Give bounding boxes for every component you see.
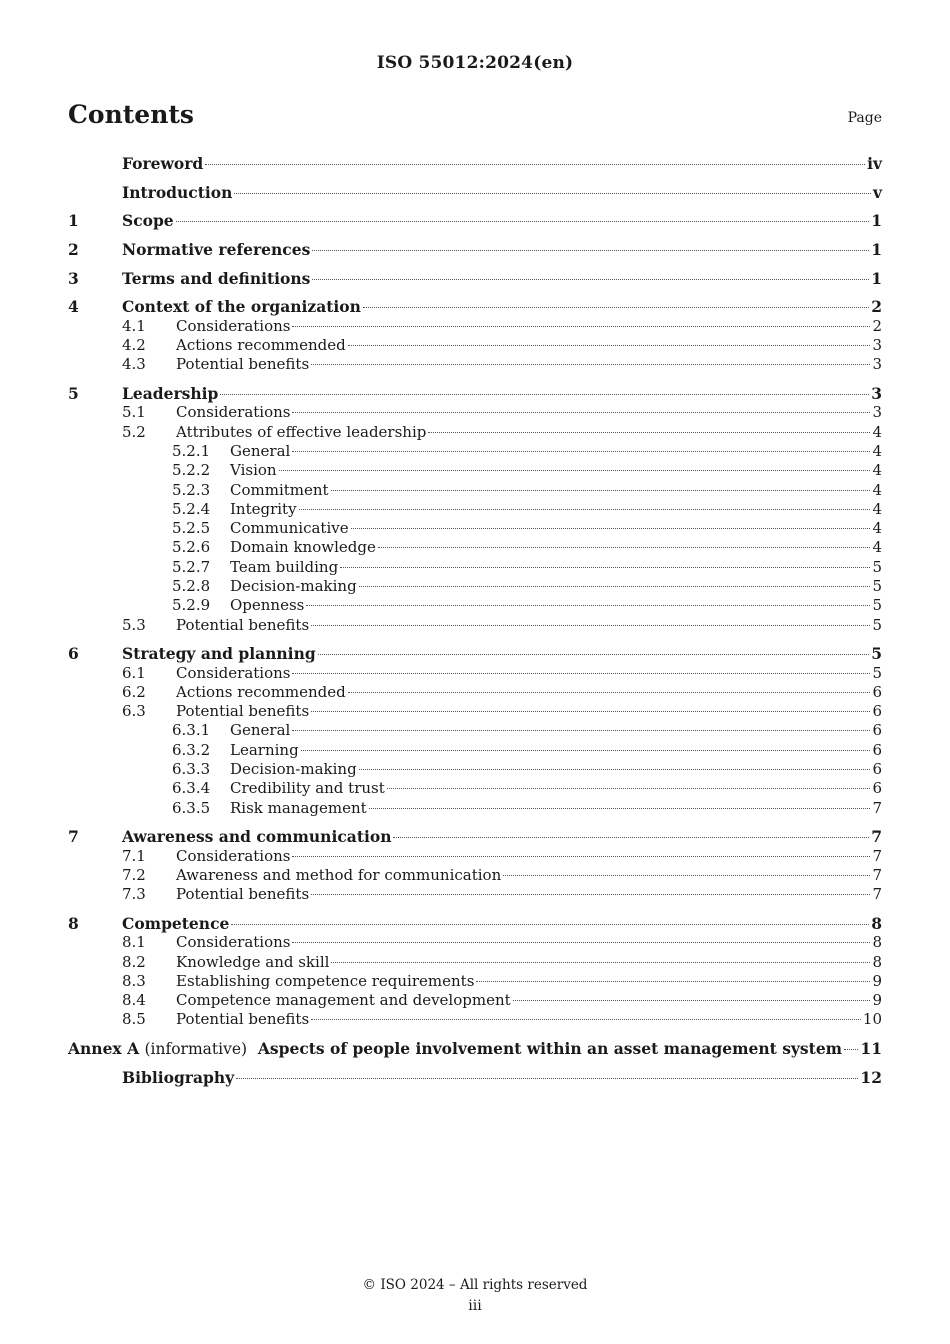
annex-label: Annex A (68, 1039, 140, 1059)
dot-leader (503, 875, 870, 876)
toc-entry-page: 8 (871, 913, 882, 933)
toc-entry-page: 4 (872, 499, 882, 518)
toc-entry-title: Decision-making (230, 760, 357, 779)
toc-entry-page: 3 (872, 336, 882, 355)
toc-entry-title: Potential benefits (176, 1010, 310, 1029)
dot-leader (301, 750, 871, 751)
dot-leader (292, 856, 870, 857)
toc-entry-title: Domain knowledge (230, 538, 376, 557)
toc-entry[interactable] (68, 827, 882, 846)
toc-entry-title: Considerations (176, 403, 291, 422)
dot-leader (348, 692, 871, 693)
toc-entry-title: Actions recommended (176, 336, 346, 355)
toc-entry-page: 7 (872, 865, 882, 884)
dot-leader (306, 605, 870, 606)
toc-entry[interactable] (68, 847, 882, 866)
toc-entry[interactable] (68, 914, 882, 933)
toc-entry-number: 5.2.2 (172, 461, 211, 480)
dot-leader (331, 490, 871, 491)
toc-entry-page: 4 (872, 538, 882, 557)
toc-entry-title: Risk management (230, 798, 367, 817)
toc-entry-title: Considerations (176, 663, 291, 682)
toc-entry-page: 12 (860, 1067, 882, 1087)
toc-entry-number: 5.2 (122, 422, 146, 441)
toc-entry-number: 8.3 (122, 971, 146, 990)
toc-entry[interactable] (68, 885, 882, 904)
toc-entry-title: Knowledge and skill (176, 952, 330, 971)
dot-leader (359, 586, 871, 587)
dot-leader (205, 164, 865, 165)
dot-leader (476, 981, 870, 982)
toc-entry-number: 5.2.7 (172, 557, 211, 576)
toc-entry-title: Introduction (122, 182, 233, 202)
toc-entry-number: 8.1 (122, 933, 146, 952)
toc-entry-page: v (872, 182, 882, 202)
toc-entry-page: 7 (872, 846, 882, 865)
toc-entry[interactable] (68, 760, 882, 779)
dot-leader (318, 654, 870, 655)
dot-leader (311, 364, 870, 365)
toc-entry-title: Establishing competence requirements (176, 971, 475, 990)
toc-entry-title: Bibliography (122, 1067, 235, 1087)
toc-entry-number: 6.3.3 (172, 760, 211, 779)
footer-copyright: © ISO 2024 – All rights reserved (362, 1277, 588, 1293)
toc-entry-number: 8 (68, 913, 79, 933)
toc-entry[interactable] (68, 596, 882, 615)
dot-leader (363, 307, 869, 308)
dot-leader (176, 221, 870, 222)
toc-entry-page: 6 (872, 760, 882, 779)
dot-leader (292, 326, 870, 327)
toc-entry[interactable] (68, 403, 882, 422)
toc-entry-number: 7.1 (122, 846, 146, 865)
toc-entry-title: Decision-making (230, 576, 357, 595)
toc-entry-page: 1 (871, 211, 882, 231)
dot-leader (292, 451, 870, 452)
toc-entry[interactable] (68, 384, 882, 403)
toc-entry-page: 3 (872, 355, 882, 374)
dot-leader (844, 1049, 858, 1050)
toc-entry-page: 9 (872, 991, 882, 1010)
toc-entry-page: 4 (872, 461, 882, 480)
toc-entry[interactable] (68, 702, 882, 721)
toc-entry-page: 5 (871, 644, 882, 664)
toc-entry-page: 6 (872, 740, 882, 759)
toc-entry[interactable] (68, 972, 882, 991)
toc-entry-number: 7.3 (122, 885, 146, 904)
toc-entry-title: Considerations (176, 846, 291, 865)
toc-entry-number: 5.2.4 (172, 499, 211, 518)
toc-entry[interactable] (68, 1010, 882, 1029)
dot-leader (236, 1078, 858, 1079)
toc-entry-title: Attributes of effective leadership (176, 422, 427, 441)
dot-leader (359, 769, 871, 770)
toc-entry-title: Potential benefits (176, 702, 310, 721)
toc-entry-page: 6 (872, 682, 882, 701)
toc-entry[interactable] (68, 461, 882, 480)
toc-entry-title: Considerations (176, 316, 291, 335)
dot-leader (387, 788, 871, 789)
toc-entry[interactable] (68, 154, 882, 173)
toc-entry-number: 6.1 (122, 663, 146, 682)
toc-entry[interactable] (68, 423, 882, 442)
toc-entry-title: Openness (230, 596, 305, 615)
dot-leader (292, 730, 870, 731)
dot-leader (234, 193, 871, 194)
toc-entry-title: Awareness and communication (122, 827, 392, 847)
dot-leader (231, 924, 869, 925)
toc-entry[interactable] (68, 558, 882, 577)
toc-entry-page: 8 (872, 952, 882, 971)
toc-entry[interactable] (68, 664, 882, 683)
toc-entry-title: Learning (230, 740, 299, 759)
toc-entry[interactable] (68, 1039, 882, 1058)
toc-entry[interactable] (68, 779, 882, 798)
toc-entry[interactable] (68, 866, 882, 885)
toc-entry-page: 8 (872, 933, 882, 952)
dot-leader (292, 942, 870, 943)
toc-entry[interactable] (68, 240, 882, 259)
toc-entry[interactable] (68, 297, 882, 316)
toc-entry-number: 5.2.6 (172, 538, 211, 557)
toc-entry-title: Competence management and development (176, 991, 511, 1010)
toc-entry-title: Awareness and method for communication (176, 865, 502, 884)
dot-leader (312, 250, 869, 251)
toc-entry-page: 5 (872, 663, 882, 682)
table-of-contents (68, 154, 882, 1087)
dot-leader (311, 1019, 861, 1020)
contents-title: Contents (68, 100, 195, 129)
toc-entry[interactable] (68, 577, 882, 596)
toc-entry-title: Credibility and trust (230, 779, 385, 798)
toc-entry-number: 4 (68, 297, 79, 317)
document-header: ISO 55012:2024(en) (376, 53, 574, 73)
toc-entry-title: General (230, 441, 291, 460)
toc-entry-number: 6.3 (122, 702, 146, 721)
toc-entry[interactable] (68, 933, 882, 952)
toc-entry-page: 4 (872, 441, 882, 460)
toc-entry-page: 6 (872, 702, 882, 721)
toc-entry-number: 4.1 (122, 316, 146, 335)
toc-entry-page: 5 (872, 615, 882, 634)
toc-entry-number: 5 (68, 384, 79, 404)
toc-entry[interactable] (68, 355, 882, 374)
dot-leader (393, 837, 869, 838)
toc-entry-page: 10 (862, 1010, 882, 1029)
toc-entry-title: Considerations (176, 933, 291, 952)
toc-entry-page: 6 (872, 721, 882, 740)
toc-entry-number: 8.4 (122, 991, 146, 1010)
toc-entry[interactable] (68, 481, 882, 500)
toc-entry-number: 6.3.5 (172, 798, 211, 817)
toc-entry-page: 4 (872, 422, 882, 441)
toc-entry-number: 5.2.3 (172, 480, 211, 499)
toc-entry-number: 6.3.2 (172, 740, 211, 759)
dot-leader (311, 711, 870, 712)
toc-entry-number: 6.2 (122, 682, 146, 701)
toc-entry-page: 7 (872, 885, 882, 904)
annex-title: Aspects of people involvement within an asset management system (257, 1039, 843, 1059)
toc-entry-number: 8.5 (122, 1010, 146, 1029)
toc-entry[interactable] (68, 644, 882, 663)
toc-entry-number: 6.3.4 (172, 779, 211, 798)
toc-entry-number: 3 (68, 268, 79, 288)
toc-entry-title: Context of the organization (122, 297, 361, 317)
toc-entry-number: 4.3 (122, 355, 146, 374)
toc-entry[interactable] (68, 211, 882, 230)
toc-entry-title: Vision (230, 461, 277, 480)
dot-leader (340, 567, 870, 568)
toc-entry-page: 3 (872, 403, 882, 422)
toc-entry-page: 4 (872, 480, 882, 499)
toc-entry[interactable] (68, 991, 882, 1010)
toc-entry-page: 7 (871, 827, 882, 847)
toc-entry-number: 6.3.1 (172, 721, 211, 740)
dot-leader (513, 1000, 871, 1001)
toc-entry-page: 11 (860, 1039, 882, 1059)
toc-entry-title (68, 1039, 842, 1059)
footer-page-number: iii (468, 1298, 482, 1314)
toc-entry[interactable] (68, 1068, 882, 1087)
toc-entry-title: Actions recommended (176, 682, 346, 701)
toc-entry-number: 7 (68, 827, 79, 847)
toc-entry[interactable] (68, 799, 882, 818)
toc-entry-page: iv (867, 154, 882, 173)
toc-entry-title: Strategy and planning (122, 644, 316, 664)
page-column-label: Page (847, 110, 882, 126)
toc-entry-number: 5.2.1 (172, 441, 211, 460)
toc-entry-title: Team building (230, 557, 339, 576)
toc-entry-number: 2 (68, 240, 79, 260)
toc-entry[interactable] (68, 721, 882, 740)
toc-entry-page: 1 (871, 240, 882, 260)
toc-entry-title: Potential benefits (176, 885, 310, 904)
toc-entry-number: 8.2 (122, 952, 146, 971)
toc-entry[interactable] (68, 519, 882, 538)
dot-leader (292, 673, 870, 674)
dot-leader (351, 528, 871, 529)
toc-entry[interactable] (68, 183, 882, 202)
toc-entry-title: Integrity (230, 499, 297, 518)
toc-entry-page: 1 (871, 268, 882, 288)
dot-leader (369, 808, 871, 809)
toc-entry-page: 2 (871, 297, 882, 317)
toc-entry-number: 5.3 (122, 615, 146, 634)
toc-entry-title: Normative references (122, 240, 311, 260)
toc-entry[interactable] (68, 953, 882, 972)
toc-entry-title: Competence (122, 913, 230, 933)
dot-leader (331, 962, 870, 963)
dot-leader (348, 345, 871, 346)
toc-entry-title: Potential benefits (176, 355, 310, 374)
dot-leader (311, 625, 870, 626)
toc-entry-title: Commitment (230, 480, 329, 499)
annex-note: (informative) (144, 1040, 248, 1059)
toc-entry-title: Communicative (230, 519, 349, 538)
toc-entry-page: 9 (872, 971, 882, 990)
toc-entry-title: Scope (122, 211, 174, 231)
toc-entry-title: General (230, 721, 291, 740)
toc-entry-page: 2 (872, 316, 882, 335)
toc-entry[interactable] (68, 317, 882, 336)
toc-entry-page: 6 (872, 779, 882, 798)
toc-entry-number: 5.2.5 (172, 519, 211, 538)
toc-entry-title: Leadership (122, 384, 219, 404)
toc-entry[interactable] (68, 741, 882, 760)
toc-entry[interactable] (68, 336, 882, 355)
toc-entry-page: 7 (872, 798, 882, 817)
dot-leader (312, 279, 869, 280)
toc-entry-page: 4 (872, 519, 882, 538)
toc-entry-number: 1 (68, 211, 79, 231)
toc-entry-number: 6 (68, 644, 79, 664)
toc-entry[interactable] (68, 269, 882, 288)
toc-entry-number: 5.2.8 (172, 576, 211, 595)
toc-entry-page: 3 (871, 384, 882, 404)
dot-leader (279, 470, 871, 471)
dot-leader (292, 412, 870, 413)
toc-entry-page: 5 (872, 557, 882, 576)
toc-entry[interactable] (68, 616, 882, 635)
toc-entry-title: Foreword (122, 154, 204, 173)
toc-entry-number: 5.1 (122, 403, 146, 422)
toc-entry-page: 5 (872, 596, 882, 615)
dot-leader (428, 432, 870, 433)
dot-leader (220, 394, 869, 395)
toc-entry[interactable] (68, 442, 882, 461)
dot-leader (299, 509, 871, 510)
toc-entry[interactable] (68, 500, 882, 519)
toc-entry[interactable] (68, 683, 882, 702)
dot-leader (378, 547, 871, 548)
toc-entry-number: 5.2.9 (172, 596, 211, 615)
toc-entry[interactable] (68, 538, 882, 557)
toc-entry-number: 7.2 (122, 865, 146, 884)
toc-entry-title: Terms and definitions (122, 268, 311, 288)
dot-leader (311, 894, 870, 895)
toc-entry-number: 4.2 (122, 336, 146, 355)
toc-entry-page: 5 (872, 576, 882, 595)
toc-entry-title: Potential benefits (176, 615, 310, 634)
